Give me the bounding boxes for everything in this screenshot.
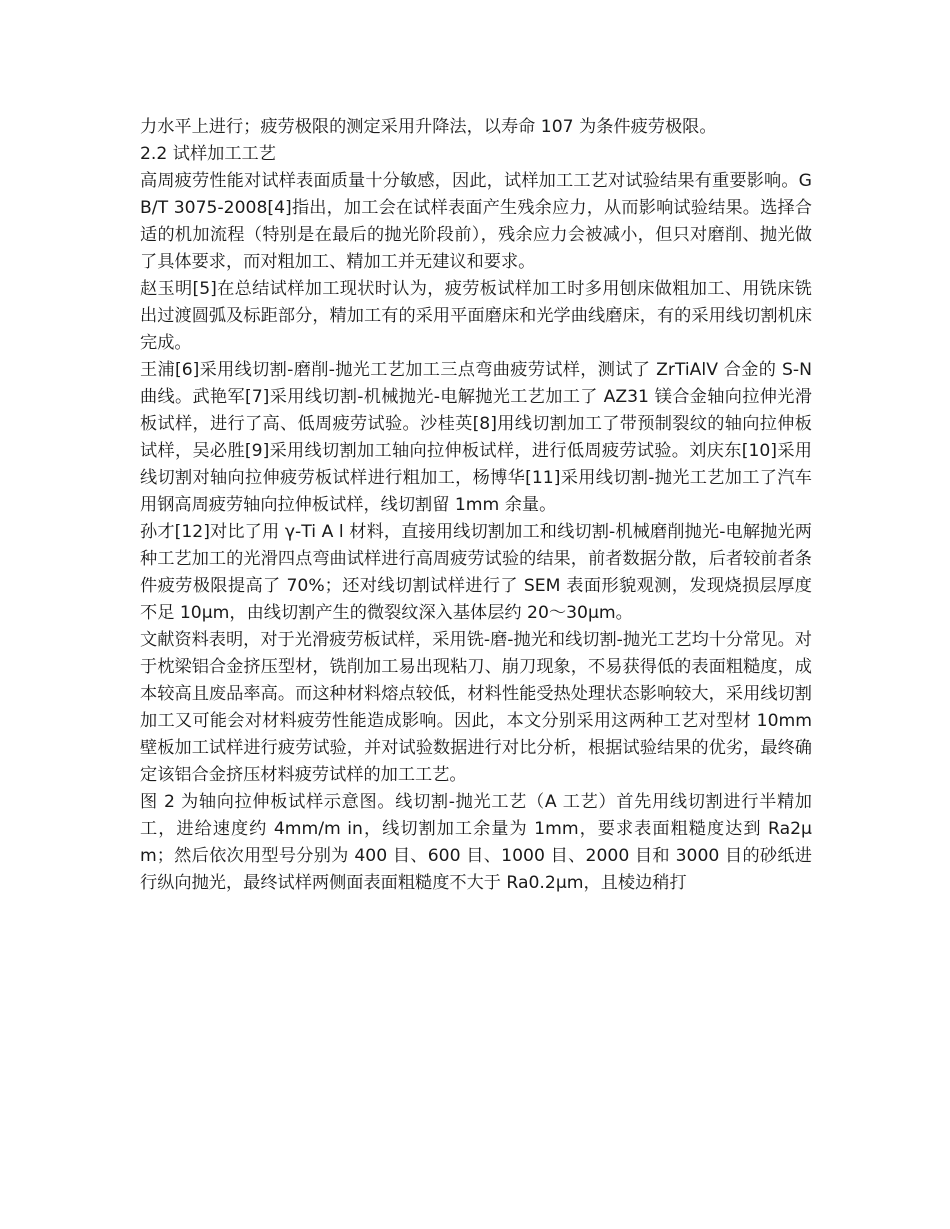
paragraph-fatigue-limit: 力水平上进行；疲劳极限的测定采用升降法，以寿命 107 为条件疲劳极限。 (140, 117, 717, 137)
paragraph-figure-2: 图 2 为轴向拉伸板试样示意图。线切割-抛光工艺（A 工艺）首先用线切割进行半精加工，进给速度约 4mm/m in，线切割加工余量为 1mm，要求表面粗糙度达到 Ra2μm；然后依次用型号分别为 400 目、600 目、1000 目、2000 目和 3000 目的砂纸进行纵向抛光，最终试样两侧面表面粗糙度不大于 Ra0.2μm，且棱边稍打 (140, 792, 812, 893)
paragraph-wang-pu: 王浦[6]采用线切割-磨削-抛光工艺加工三点弯曲疲劳试样，测试了 ZrTiAlV 合金的 S-N 曲线。武艳军[7]采用线切割-机械抛光-电解抛光工艺加工了 AZ31 镁合金轴向拉伸光滑板试样，进行了高、低周疲劳试验。沙桂英[8]用线切割加工了带预制裂纹的轴向拉伸板试样，吴必胜[9]采用线切割加工轴向拉伸板试样，进行低周疲劳试验。刘庆东[10]采用线切割对轴向拉伸疲劳板试样进行粗加工，杨博华[11]采用线切割-抛光工艺加工了汽车用钢高周疲劳轴向拉伸板试样，线切割留 1mm 余量。 (140, 360, 812, 515)
paragraph-zhao-yuming: 赵玉明[5]在总结试样加工现状时认为，疲劳板试样加工时多用刨床做粗加工、用铣床铣出过渡圆弧及标距部分，精加工有的采用平面磨床和光学曲线磨床，有的采用线切割机床完成。 (140, 279, 812, 353)
document-page (140, 114, 812, 897)
paragraph-surface-quality: 高周疲劳性能对试样表面质量十分敏感，因此，试样加工工艺对试验结果有重要影响。GB/T 3075-2008[4]指出，加工会在试样表面产生残余应力，从而影响试验结果。选择合适的机加流程（特别是在最后的抛光阶段前），残余应力会被减小，但只对磨削、抛光做了具体要求，而对粗加工、精加工并无建议和要求。 (140, 171, 812, 272)
paragraph-sun-cai: 孙才[12]对比了用 γ-Ti A l 材料，直接用线切割加工和线切割-机械磨削抛光-电解抛光两种工艺加工的光滑四点弯曲试样进行高周疲劳试验的结果，前者数据分散，后者较前者条件疲劳极限提高了 70%；还对线切割试样进行了 SEM 表面形貌观测，发现烧损层厚度不足 10μm，由线切割产生的微裂纹深入基体层约 20～30μm。 (140, 522, 812, 623)
section-heading-2-2: 2.2 试样加工工艺 (140, 144, 276, 164)
paragraph-literature-summary: 文献资料表明，对于光滑疲劳板试样，采用铣-磨-抛光和线切割-抛光工艺均十分常见。对于枕梁铝合金挤压型材，铣削加工易出现粘刀、崩刀现象，不易获得低的表面粗糙度，成本较高且废品率高。而这种材料熔点较低，材料性能受热处理状态影响较大，采用线切割加工又可能会对材料疲劳性能造成影响。因此，本文分别采用这两种工艺对型材 10mm 壁板加工试样进行疲劳试验，并对试验数据进行对比分析，根据试验结果的优劣，最终确定该铝合金挤压材料疲劳试样的加工工艺。 (140, 630, 812, 785)
